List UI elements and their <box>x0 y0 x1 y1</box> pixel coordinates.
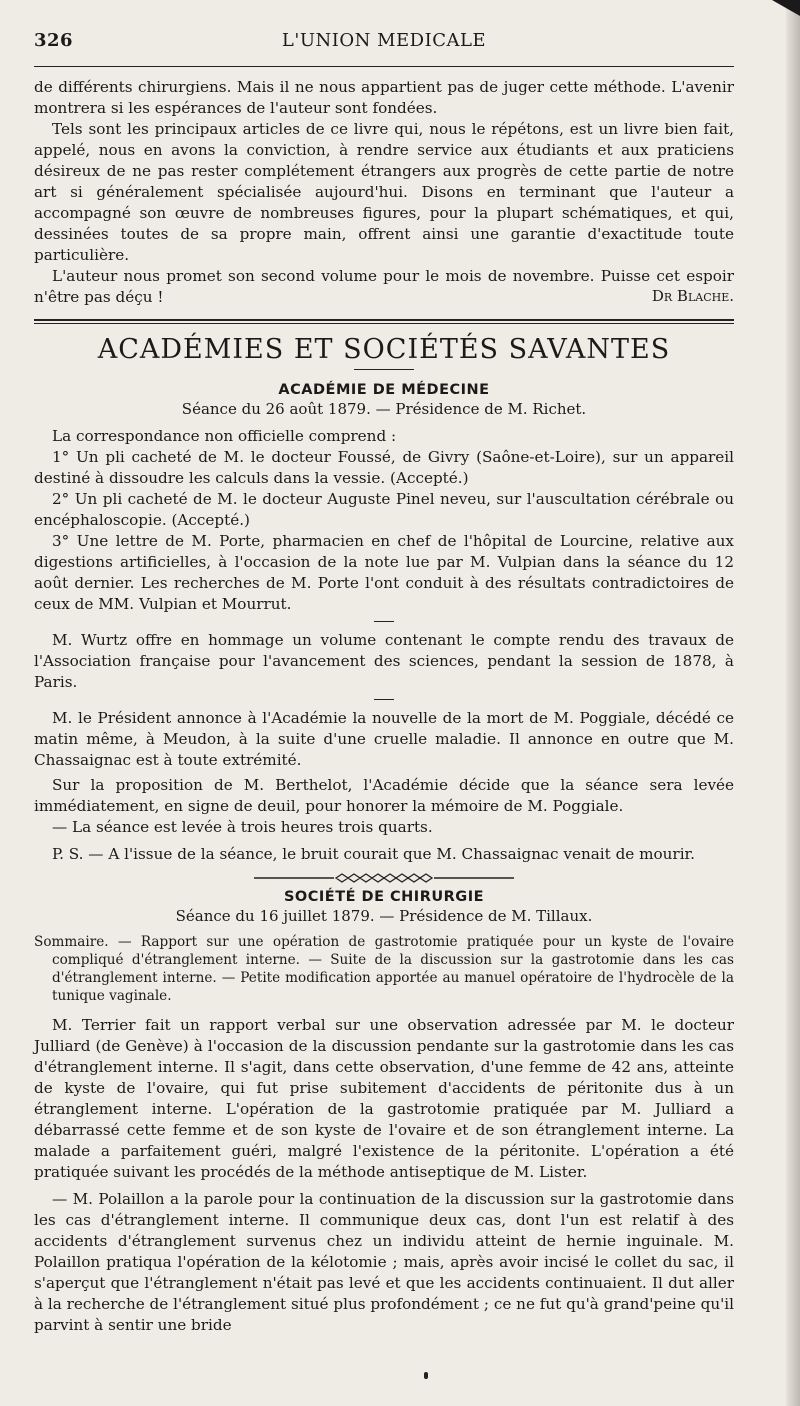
ornament-divider <box>254 873 514 883</box>
separator <box>374 621 394 622</box>
section-title-underline <box>354 369 414 370</box>
header-rule <box>34 66 734 67</box>
academie-item-2: 2° Un pli cacheté de M. le docteur Auguste Pinel neveu, sur l'auscultation cérébrale ou encéphaloscopie. (Accepté.) <box>34 490 734 529</box>
academie-seance: Séance du 26 août 1879. — Présidence de M. Richet. <box>181 400 587 418</box>
review-signature: Dr Blache. <box>651 287 734 305</box>
academie-levee: — La séance est levée à trois heures trois quarts. <box>52 818 433 836</box>
review-paragraph-3: L'auteur nous promet son second volume pour le mois de novembre. Puisse cet espoir n'être pas déçu ! <box>34 267 734 306</box>
societe-seance: Séance du 16 juillet 1879. — Présidence de M. Tillaux. <box>175 907 593 925</box>
academie-berthelot: Sur la proposition de M. Berthelot, l'Académie décide que la séance sera levée immédiatement, en signe de deuil, pour honorer la mémoire de M. Poggiale. <box>34 776 734 815</box>
academie-ps: P. S. — A l'issue de la séance, le bruit courait que M. Chassaignac venait de mourir. <box>52 845 695 863</box>
review-paragraph-2: Tels sont les principaux articles de ce livre qui, nous le répétons, est un livre bien fait, appelé, nous en avons la conviction, à rendre service aux étudiants et aux praticiens désireux de ne pas rester complétement étrangers aux progrès de cette partie de notre art si généralement spécialisée aujourd'hui. Disons en terminant que l'auteur a accompagné son œuvre de nombreuses figures, pour la plupart schématiques, et qui, dessinées toutes de sa propre main, offrent ainsi une garantie d'exactitude toute particulière. <box>34 120 734 264</box>
academie-wurtz: M. Wurtz offre en hommage un volume contenant le compte rendu des travaux de l'Association française pour l'avancement des sciences, pendant la session de 1878, à Paris. <box>34 631 734 691</box>
societe-polaillon: — M. Polaillon a la parole pour la continuation de la discussion sur la gastrotomie dans les cas d'étranglement interne. Il communique deux cas, dont l'un est relatif à des accidents d'étranglement survenus chez un individu atteint de hernie inguinale. M. Polaillon pratiqua l'opération de la kélotomie ; mais, après avoir incisé le collet du sac, il s'aperçut que l'étranglement n'était pas levé et que les accidents continuaient. Il dut aller à la recherche de l'étranglement situé plus profondément ; ce ne fut qu'à grand'peine qu'il parvint à sentir une bride <box>34 1190 734 1334</box>
page-number: 326 <box>34 30 74 51</box>
academie-correspondance: La correspondance non officielle comprend : <box>52 427 397 445</box>
societe-heading: SOCIÉTÉ DE CHIRURGIE <box>283 889 485 905</box>
separator <box>374 699 394 700</box>
section-title: ACADÉMIES ET SOCIÉTÉS SAVANTES <box>97 334 671 365</box>
page-corner <box>772 0 800 16</box>
societe-terrier: M. Terrier fait un rapport verbal sur une observation adressée par M. le docteur Julliard (de Genève) à l'occasion de la discussion pendante sur la gastrotomie dans les cas d'étranglement interne. Il s'agit, dans cette observation, d'une femme de 42 ans, atteinte de kyste de l'ovaire, qui fut prise subitement d'accidents de péritonite dus à un étranglement interne. L'opération de la gastrotomie pratiquée par M. Julliard a débarrassé cette femme et de son kyste de l'ovaire et de son étranglement interne. La malade a parfaitement guéri, malgré l'existence de la péritonite. L'opération a été pratiquée suivant les procédés de la méthode antiseptique de M. Lister. <box>34 1016 734 1181</box>
running-header <box>34 30 734 60</box>
page-content <box>34 30 734 1336</box>
section-rule <box>34 319 734 324</box>
academie-item-3: 3° Une lettre de M. Porte, pharmacien en chef de l'hôpital de Lourcine, relative aux digestions artificielles, à l'occasion de la note lue par M. Vulpian dans la séance du 12 août dernier. Les recherches de M. Porte l'ont conduit à des résultats contradictoires de ceux de MM. Vulpian et Mourrut. <box>34 532 734 613</box>
journal-title: L'UNION MEDICALE <box>281 30 487 51</box>
societe-sommaire: Sommaire. — Rapport sur une opération de gastrotomie pratiquée pour un kyste de l'ovaire compliqué d'étranglement interne. — Suite de la discussion sur la gastrotomie dans les cas d'étranglement interne. — Petite modification apportée au manuel opératoire de l'hydrocèle de la tunique vaginale. <box>34 934 734 1004</box>
academie-heading: ACADÉMIE DE MÉDECINE <box>278 382 490 398</box>
page-edge <box>786 0 800 1406</box>
academie-item-1: 1° Un pli cacheté de M. le docteur Foussé, de Givry (Saône-et-Loire), sur un appareil destiné à dissoudre les calculs dans la vessie. (Accepté.) <box>34 448 734 487</box>
academie-president: M. le Président annonce à l'Académie la nouvelle de la mort de M. Poggiale, décédé ce matin même, à Meudon, à la suite d'une cruelle maladie. Il annonce en outre que M. Chassaignac est à toute extrémité. <box>34 709 734 769</box>
page-mark <box>424 1372 428 1379</box>
review-paragraph-1: de différents chirurgiens. Mais il ne nous appartient pas de juger cette méthode. L'avenir montrera si les espérances de l'auteur sont fondées. <box>34 78 734 117</box>
